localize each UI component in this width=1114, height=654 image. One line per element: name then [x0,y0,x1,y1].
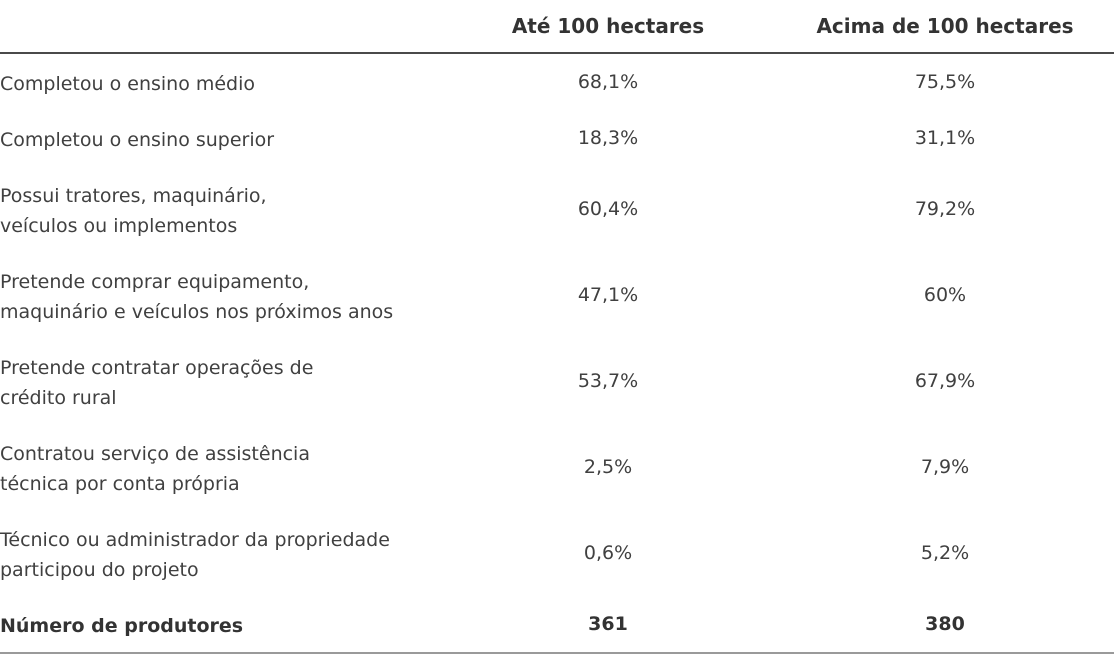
row-label: Possui tratores, maquinário, veículos ou implementos [0,185,267,237]
table-row [0,252,1114,338]
value-above-100-ha: 75,5% [914,71,976,93]
header-row [0,0,1114,53]
table-row [0,510,1114,596]
value-above-100-ha: 7,9% [920,456,970,478]
header-up-to-100-ha: Até 100 hectares [440,0,776,53]
table-row [0,110,1114,166]
value-up-to-100-ha: 18,3% [577,127,639,149]
total-label: Número de produtores [0,596,440,653]
value-up-to-100-ha: 68,1% [577,71,639,93]
value-above-100-ha: 60% [923,284,967,306]
total-row [0,596,1114,653]
row-label: Completou o ensino médio [0,73,256,95]
row-label: Pretende contratar operações de crédito rural [0,357,314,409]
row-label: Completou o ensino superior [0,129,275,151]
table-header [0,0,1114,53]
value-up-to-100-ha: 47,1% [577,284,639,306]
value-up-to-100-ha: 53,7% [577,370,639,392]
table-row [0,166,1114,252]
value-above-100-ha: 5,2% [920,542,970,564]
total-up-to-100-ha: 361 [440,596,776,653]
table-body [0,53,1114,653]
total-above-100-ha: 380 [776,596,1114,653]
value-above-100-ha: 31,1% [914,127,976,149]
value-up-to-100-ha: 60,4% [577,198,639,220]
value-above-100-ha: 67,9% [914,370,976,392]
header-empty-cell [0,0,440,53]
row-label: Técnico ou administrador da propriedade participou do projeto [0,529,390,581]
table-row [0,338,1114,424]
row-label: Pretende comprar equipamento, maquinário e veículos nos próximos anos [0,271,394,323]
header-above-100-ha: Acima de 100 hectares [776,0,1114,53]
row-label: Contratou serviço de assistência técnica por conta própria [0,443,310,495]
value-up-to-100-ha: 2,5% [583,456,633,478]
value-above-100-ha: 79,2% [914,198,976,220]
table-row [0,53,1114,110]
value-up-to-100-ha: 0,6% [583,542,633,564]
table-row [0,424,1114,510]
